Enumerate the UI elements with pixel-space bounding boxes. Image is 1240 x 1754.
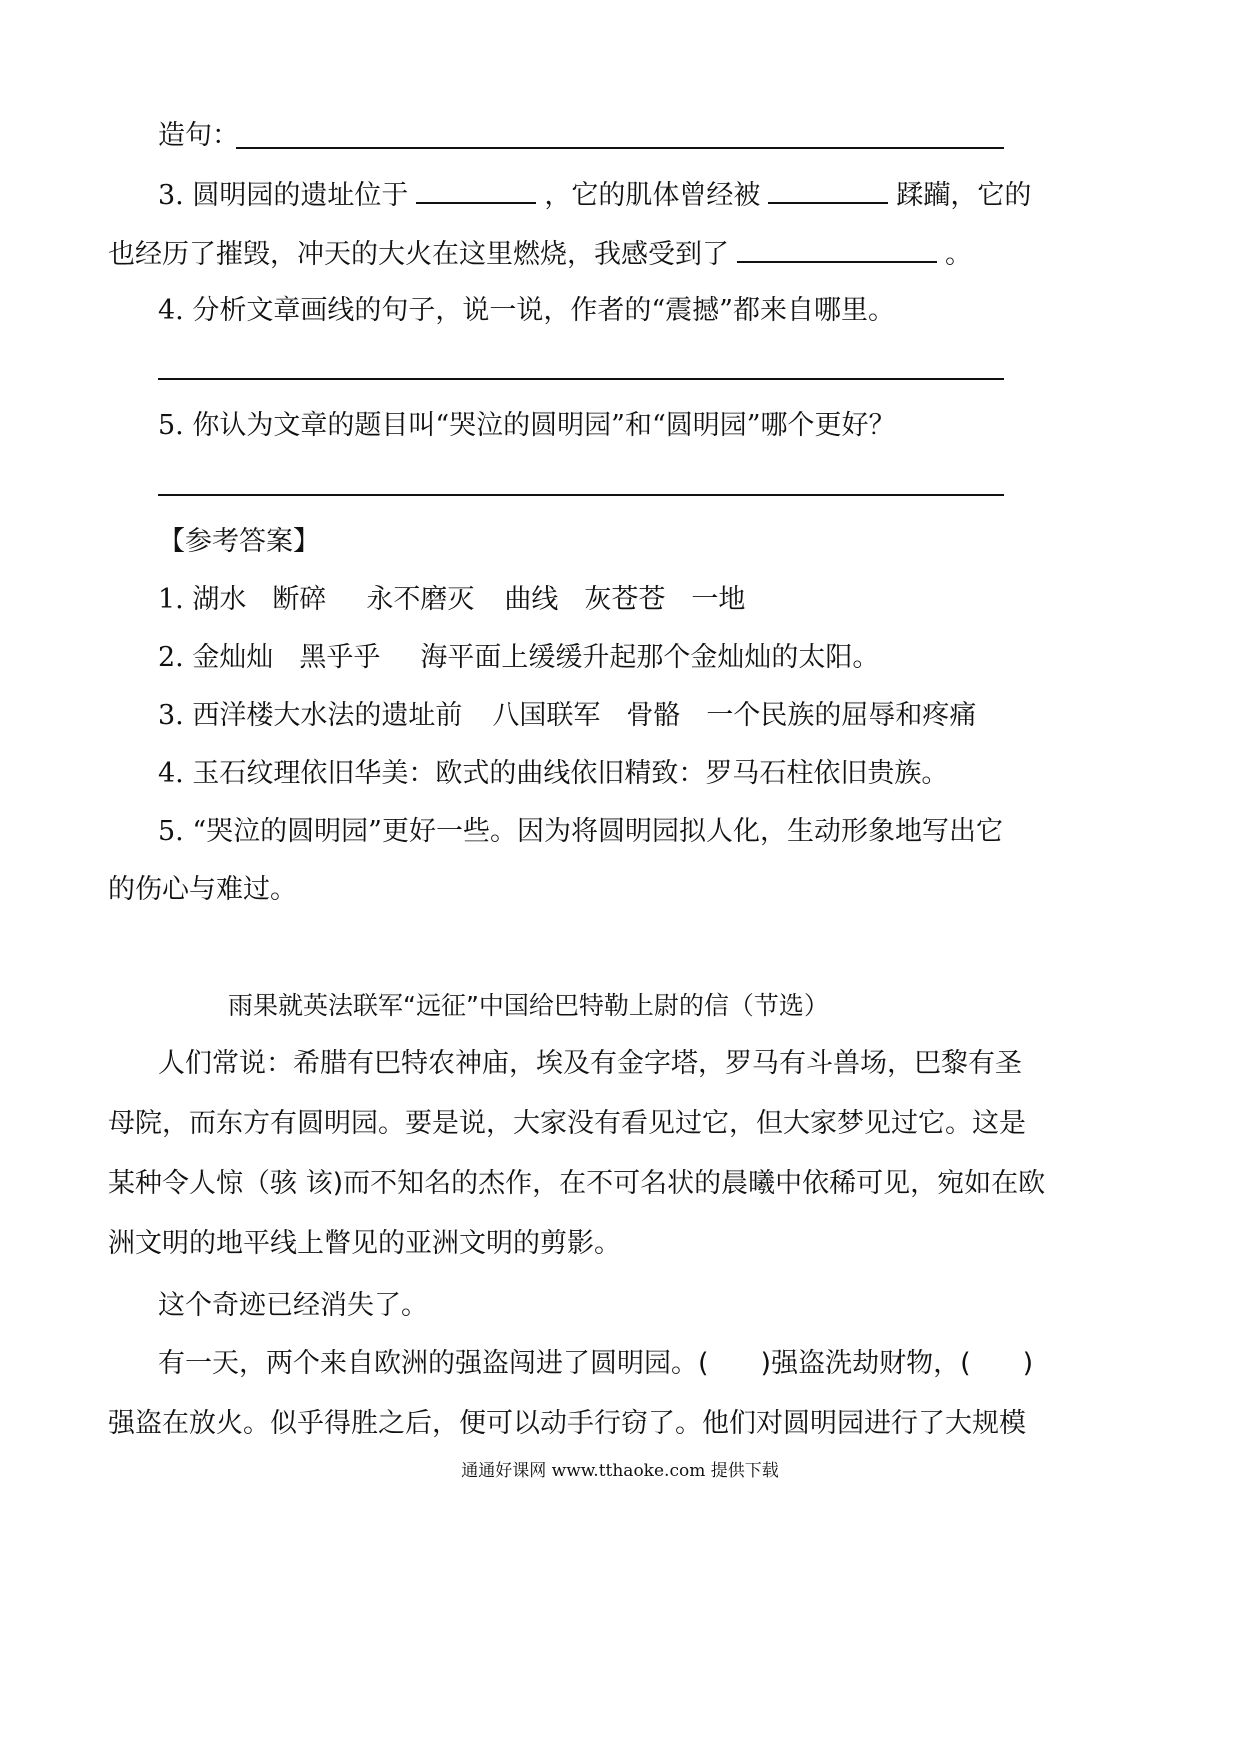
question-5: 5. 你认为文章的题目叫“哭泣的圆明园”和“圆明园”哪个更好？ xyxy=(158,410,896,441)
question-4: 4. 分析文章画线的句子，说一说，作者的“震撼”都来自哪里。 xyxy=(158,295,895,326)
page-footer: 通通好课网 www.tthaoke.com 提供下载 xyxy=(461,1461,779,1481)
a3-item: 3. 西洋楼大水法的遗址前 xyxy=(158,700,463,731)
p3-text-b: )强盗洗劫财物，( xyxy=(760,1348,971,1379)
question-3-line1 xyxy=(158,176,1031,214)
passage-p3-line1 xyxy=(158,1346,1033,1382)
answer-3 xyxy=(158,698,976,734)
zaoju-answer-line xyxy=(236,147,1004,149)
answer-5-line1: 5. “哭泣的圆明园”更好一些。因为将圆明园拟人化，生动形象地写出它 xyxy=(158,816,1003,847)
a2-item: 2. 金灿灿 xyxy=(158,642,274,673)
zaoju-label: 造句： xyxy=(158,120,239,151)
q5-answer-line xyxy=(158,494,1004,496)
a1-item: 永不磨灭 xyxy=(366,584,475,615)
answers-heading: 【参考答案】 xyxy=(158,526,320,557)
passage-title: 雨果就英法联军“远征”中国给巴特勒上尉的信（节选） xyxy=(228,991,829,1020)
answer-1 xyxy=(158,582,745,618)
passage-p1-line3: 某种令人惊（骇 该)而不知名的杰作，在不可名状的晨曦中依稀可见，宛如在欧 xyxy=(108,1168,1046,1199)
a1-item: 曲线 xyxy=(504,584,559,615)
p3-text-a: 有一天，两个来自欧洲的强盗闯进了圆明园。( xyxy=(158,1348,709,1379)
a3-item: 一个民族的屈辱和疼痛 xyxy=(706,700,977,731)
q4-answer-line xyxy=(158,378,1004,380)
q3-blank2 xyxy=(768,176,888,204)
passage-p1-line1: 人们常说：希腊有巴特农神庙，埃及有金字塔，罗马有斗兽场，巴黎有圣 xyxy=(158,1048,1022,1079)
q3-line2-end: 。 xyxy=(945,239,972,270)
a1-item: 1. 湖水 xyxy=(158,584,247,615)
a3-item: 骨骼 xyxy=(626,700,681,731)
question-3-line2 xyxy=(108,235,972,273)
q3-blank1 xyxy=(416,176,536,204)
a3-item: 八国联军 xyxy=(492,700,601,731)
p3-text-c: ) xyxy=(1022,1348,1034,1379)
passage-p1-line2: 母院，而东方有圆明园。要是说，大家没有看见过它，但大家梦见过它。这是 xyxy=(108,1108,1026,1139)
answer-4: 4. 玉石纹理依旧华美：欧式的曲线依旧精致：罗马石柱依旧贵族。 xyxy=(158,758,949,789)
passage-p1-line4: 洲文明的地平线上瞥见的亚洲文明的剪影。 xyxy=(108,1228,621,1259)
passage-p3-line2: 强盗在放火。似乎得胜之后，便可以动手行窃了。他们对圆明园进行了大规模 xyxy=(108,1408,1026,1439)
q3-blank3 xyxy=(737,235,937,263)
answer-5-line2: 的伤心与难过。 xyxy=(108,874,297,905)
a2-item: 海平面上缓缓升起那个金灿灿的太阳。 xyxy=(420,642,880,673)
q3-part1: 3. 圆明园的遗址位于 xyxy=(158,180,409,211)
a1-item: 一地 xyxy=(691,584,746,615)
a1-item: 断碎 xyxy=(272,584,327,615)
q3-part3: 蹂躏，它的 xyxy=(896,180,1032,211)
q3-line2-text: 也经历了摧毁，冲天的大火在这里燃烧，我感受到了 xyxy=(108,239,729,270)
passage-p2: 这个奇迹已经消失了。 xyxy=(158,1290,428,1321)
a1-item: 灰苍苍 xyxy=(584,584,666,615)
a2-item: 黑乎乎 xyxy=(299,642,381,673)
answer-2 xyxy=(158,640,879,676)
q3-part2: ，它的肌体曾经被 xyxy=(544,180,761,211)
